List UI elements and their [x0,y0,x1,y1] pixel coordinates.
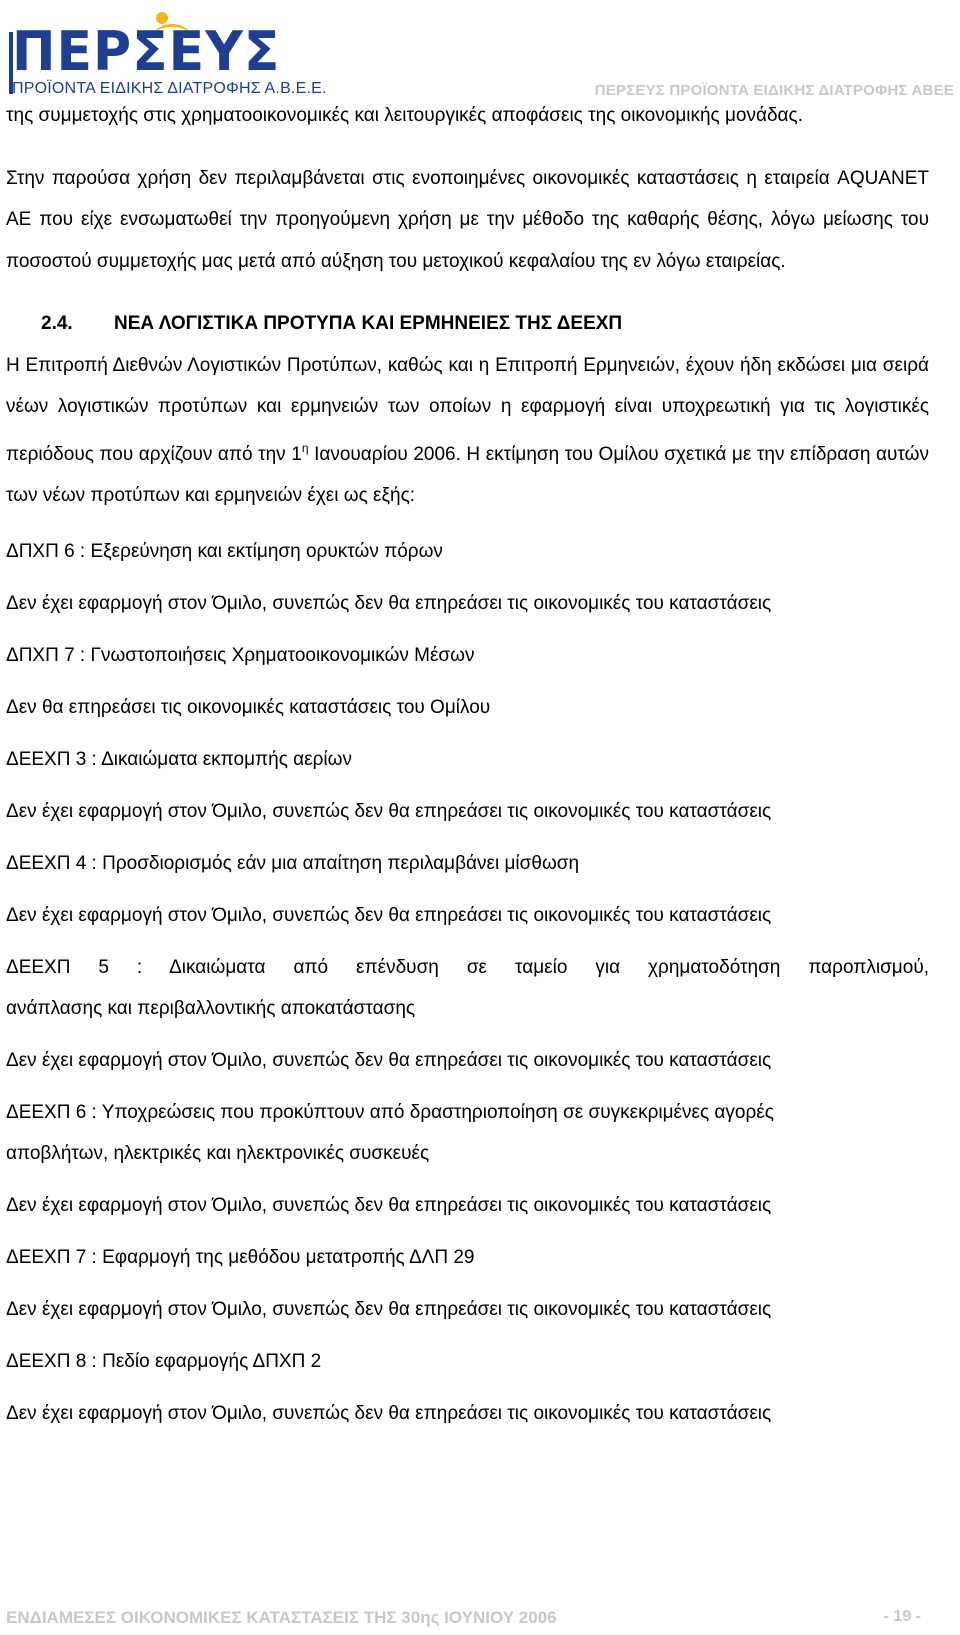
standard-impact: Δεν έχει εφαρμογή στον Όμιλο, συνεπώς δεν θα επηρεάσει τις οικονομικές του καταστάσεις [6,904,772,926]
logo-subtitle: ΠΡΟΪΟΝΤΑ ΕΙΔΙΚΗΣ ΔΙΑΤΡΟΦΗΣ Α.Β.Ε.Ε. [12,80,327,97]
standard-impact: Δεν έχει εφαρμογή στον Όμιλο, συνεπώς δεν θα επηρεάσει τις οικονομικές του καταστάσεις [6,800,772,822]
logo-wordmark: ΠΕΡΣΕΥΣ [12,20,281,84]
standard-impact: Δεν έχει εφαρμογή στον Όμιλο, συνεπώς δεν θα επηρεάσει τις οικονομικές του καταστάσεις [6,1049,772,1071]
standard-title: ΔΕΕΧΠ 7 : Εφαρμογή της μεθόδου μετατροπής ΔΛΠ 29 [6,1246,475,1268]
standard-impact: Δεν έχει εφαρμογή στον Όμιλο, συνεπώς δεν θα επηρεάσει τις οικονομικές του καταστάσεις [6,592,772,614]
paragraph-continued: της συμμετοχής στις χρηματοοικονομικές και λειτουργικές αποφάσεις της οικονομικής μονάδας. [6,105,803,126]
page-header [0,0,960,100]
standard-impact: Δεν θα επηρεάσει τις οικονομικές καταστάσεις του Ομίλου [6,696,491,718]
standard-title: ΔΕΕΧΠ 6 : Υποχρεώσεις που προκύπτουν από δραστηριοποίηση σε συγκεκριμένες αγορές [6,1101,774,1123]
standard-impact: Δεν έχει εφαρμογή στον Όμιλο, συνεπώς δεν θα επηρεάσει τις οικονομικές του καταστάσεις [6,1298,772,1320]
standard-title: ΔΠΧΠ 6 : Εξερεύνηση και εκτίμηση ορυκτών πόρων [6,540,443,562]
standard-title: ΔΕΕΧΠ 8 : Πεδίο εφαρμογής ΔΠΧΠ 2 [6,1350,322,1372]
standard-title-continued: αποβλήτων, ηλεκτρικές και ηλεκτρονικές συσκευές [6,1142,430,1164]
standard-title: ΔΠΧΠ 7 : Γνωστοποιήσεις Χρηματοοικονομικών Μέσων [6,644,475,666]
page-number: - 19 - [883,1608,921,1625]
standard-impact: Δεν έχει εφαρμογή στον Όμιλο, συνεπώς δεν θα επηρεάσει τις οικονομικές του καταστάσεις [6,1194,772,1216]
page-footer [6,1608,921,1634]
standard-title: ΔΕΕΧΠ 3 : Δικαιώματα εκπομπής αερίων [6,748,352,770]
section-number: 2.4. [41,313,73,334]
document-body [6,95,929,1429]
section-title: ΝΕΑ ΛΟΓΙΣΤΙΚΑ ΠΡΟΤΥΠΑ ΚΑΙ ΕΡΜΗΝΕΙΕΣ ΤΗΣ ΔΕΕΧΠ [114,313,623,334]
standard-title: ΔΕΕΧΠ 5 : Δικαιώματα από επένδυση σε ταμείο για χρηματοδότηση παροπλισμού, [6,956,929,978]
section-intro: Η Επιτροπή Διεθνών Λογιστικών Προτύπων, καθώς και η Επιτροπή Ερμηνειών, έχουν ήδη εκδώσει μια σειρά νέων λογιστικών προτύπων και ερμηνειών των οποίων η εφαρμογή είναι υποχρεωτική για τις λογιστικές περιόδους που αρχίζουν από την $1^\eta$ Ιανουαρίου 2006. Η εκτίμηση του Ομίλου σχετικά με την επίδραση αυτών των νέων προτύπων και ερμηνειών έχει ως εξής: [6,354,929,506]
footer-report-title: ΕΝΔΙΑΜΕΣΕΣ ΟΙΚΟΝΟΜΙΚΕΣ ΚΑΤΑΣΤΑΣΕΙΣ ΤΗΣ 30ης ΙΟΥΝΙΟΥ 2006 [6,1608,557,1627]
standard-title: ΔΕΕΧΠ 4 : Προσδιορισμός εάν μια απαίτηση περιλαμβάνει μίσθωση [6,852,580,874]
standard-title-continued: ανάπλασης και περιβαλλοντικής αποκατάστασης [6,997,416,1019]
section-heading [6,303,929,345]
superscript: η [301,440,309,455]
paragraph-aquanet: Στην παρούσα χρήση δεν περιλαμβάνεται στις ενοποιημένες οικονομικές καταστάσεις η εταιρεία AQUANET ΑΕ που είχε ενσωματωθεί την προηγούμενη χρήση με την μέθοδο της καθαρής θέσης, λόγω μείωσης του ποσοστού συμμετοχής μας μετά από αύξηση του μετοχικού κεφαλαίου της εν λόγω εταιρείας. [6,167,929,272]
running-head: ΠΕΡΣΕΥΣ ΠΡΟΪΟΝΤΑ ΕΙΔΙΚΗΣ ΔΙΑΤΡΟΦΗΣ ΑΒΕΕ [594,82,954,99]
standard-impact: Δεν έχει εφαρμογή στον Όμιλο, συνεπώς δεν θα επηρεάσει τις οικονομικές του καταστάσεις [6,1402,772,1424]
